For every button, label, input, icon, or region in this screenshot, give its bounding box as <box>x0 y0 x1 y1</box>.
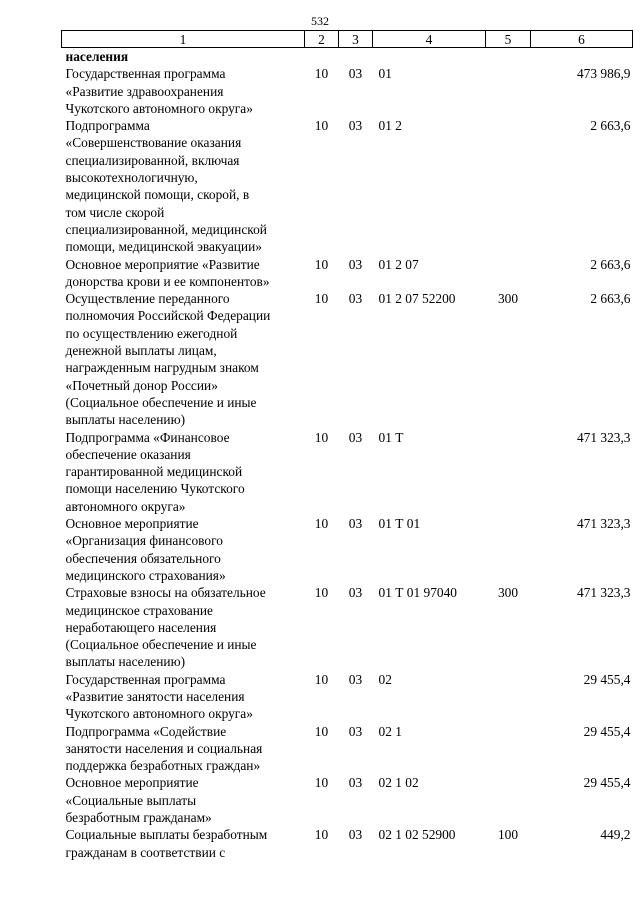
row-expense-type <box>486 117 531 255</box>
column-header-4: 4 <box>373 31 486 48</box>
column-header-5: 5 <box>486 31 531 48</box>
column-header-2: 2 <box>305 31 339 48</box>
row-expense-type: 300 <box>497 585 519 601</box>
row-section: 10 <box>314 66 329 82</box>
row-section: 10 <box>314 516 329 532</box>
row-subsection: 03 <box>348 775 363 791</box>
row-section: 10 <box>314 585 329 601</box>
table-row <box>62 65 633 117</box>
column-header-6: 6 <box>531 31 633 48</box>
row-name: Государственная программа «Развитие здравоохранения Чукотского автономного округа» <box>65 66 253 116</box>
row-subsection: 03 <box>348 118 363 134</box>
table-row <box>62 117 633 255</box>
row-section: 10 <box>314 118 329 134</box>
row-name: Подпрограмма «Финансовое обеспечение оказания гарантированной медицинской помощи населению Чукотского автономного округа» <box>65 429 245 514</box>
row-name: Страховые взносы на обязательное медицинское страхование неработающего населения (Социальное обеспечение и иные выплаты населению) <box>65 585 266 670</box>
row-section: 10 <box>314 671 329 687</box>
row-name: Основное мероприятие «Организация финансового обеспечения обязательного медицинского страхования» <box>65 516 226 583</box>
row-name: Основное мероприятие «Развитие донорства крови и ее компонентов» <box>65 256 270 289</box>
row-section: 10 <box>314 291 329 307</box>
row-expense-type <box>486 65 531 117</box>
row-amount: 29 455,4 <box>583 775 631 791</box>
column-header-1: 1 <box>62 31 305 48</box>
row-section: 10 <box>314 827 329 843</box>
row-subsection: 03 <box>348 429 363 445</box>
row-name: Социальные выплаты безработным гражданам в соответствии с <box>65 827 268 860</box>
row-subsection: 03 <box>348 66 363 82</box>
continuation-row <box>62 48 633 66</box>
row-target-article: 01 Т 01 97040 <box>378 585 457 601</box>
row-amount: 473 986,9 <box>576 66 631 82</box>
table-row <box>62 290 633 428</box>
table-row <box>62 826 633 861</box>
row-target-article: 01 2 07 52200 <box>378 291 456 307</box>
row-expense-type <box>486 429 531 515</box>
row-amount: 449,2 <box>600 827 631 843</box>
row-section: 10 <box>314 429 329 445</box>
row-amount: 471 323,3 <box>576 516 631 532</box>
continuation-text: населения <box>65 49 129 64</box>
row-name: Основное мероприятие «Социальные выплаты безработным гражданам» <box>65 775 212 826</box>
row-amount: 2 663,6 <box>590 118 631 134</box>
row-target-article: 01 Т 01 <box>378 516 421 532</box>
row-section: 10 <box>314 775 329 791</box>
table-row <box>62 774 633 826</box>
row-expense-type <box>486 723 531 775</box>
row-name: Осуществление переданного полномочия Российской Федерации по осуществлению ежегодной денежной выплаты лицам, награжденным нагрудным знаком «Почетный донор России» (Социальное обеспечение и иные выплаты населению) <box>65 291 271 428</box>
row-target-article: 01 <box>378 66 392 82</box>
row-target-article: 01 2 07 <box>378 256 419 272</box>
row-subsection: 03 <box>348 827 363 843</box>
page-number: 532 <box>311 14 329 28</box>
budget-table <box>61 30 633 861</box>
row-name: Государственная программа «Развитие занятости населения Чукотского автономного округа» <box>65 671 253 722</box>
row-expense-type <box>486 671 531 723</box>
row-subsection: 03 <box>348 671 363 687</box>
table-row <box>62 584 633 670</box>
row-subsection: 03 <box>348 291 363 307</box>
row-name: Подпрограмма «Совершенствование оказания специализированной, включая высокотехнологичную, медицинской помощи, скорой, в том числе скорой специализированной, медицинской помощи, медицинской эвакуации» <box>65 118 267 255</box>
row-subsection: 03 <box>348 256 363 272</box>
row-expense-type: 300 <box>497 291 519 307</box>
row-expense-type <box>486 774 531 826</box>
table-row <box>62 671 633 723</box>
row-subsection: 03 <box>348 723 363 739</box>
row-amount: 471 323,3 <box>576 429 631 445</box>
row-expense-type <box>486 515 531 584</box>
row-name: Подпрограмма «Содействие занятости населения и социальная поддержка безработных граждан» <box>65 723 263 774</box>
column-header-3: 3 <box>339 31 373 48</box>
row-subsection: 03 <box>348 585 363 601</box>
table-row <box>62 723 633 775</box>
row-target-article: 01 Т <box>378 429 404 445</box>
row-amount: 471 323,3 <box>576 585 631 601</box>
row-amount: 2 663,6 <box>590 291 631 307</box>
row-target-article: 01 2 <box>378 118 402 134</box>
table-row <box>62 429 633 515</box>
row-expense-type: 100 <box>497 827 519 843</box>
row-section: 10 <box>314 723 329 739</box>
row-target-article: 02 1 <box>378 723 402 739</box>
row-amount: 2 663,6 <box>590 256 631 272</box>
table-body <box>62 48 633 861</box>
row-target-article: 02 1 02 52900 <box>378 827 456 843</box>
row-target-article: 02 <box>378 671 392 687</box>
row-section: 10 <box>314 256 329 272</box>
table-row <box>62 256 633 291</box>
row-amount: 29 455,4 <box>583 723 631 739</box>
table-header <box>62 31 633 48</box>
table-row <box>62 515 633 584</box>
row-target-article: 02 1 02 <box>378 775 419 791</box>
row-subsection: 03 <box>348 516 363 532</box>
row-expense-type <box>486 256 531 291</box>
row-amount: 29 455,4 <box>583 671 631 687</box>
